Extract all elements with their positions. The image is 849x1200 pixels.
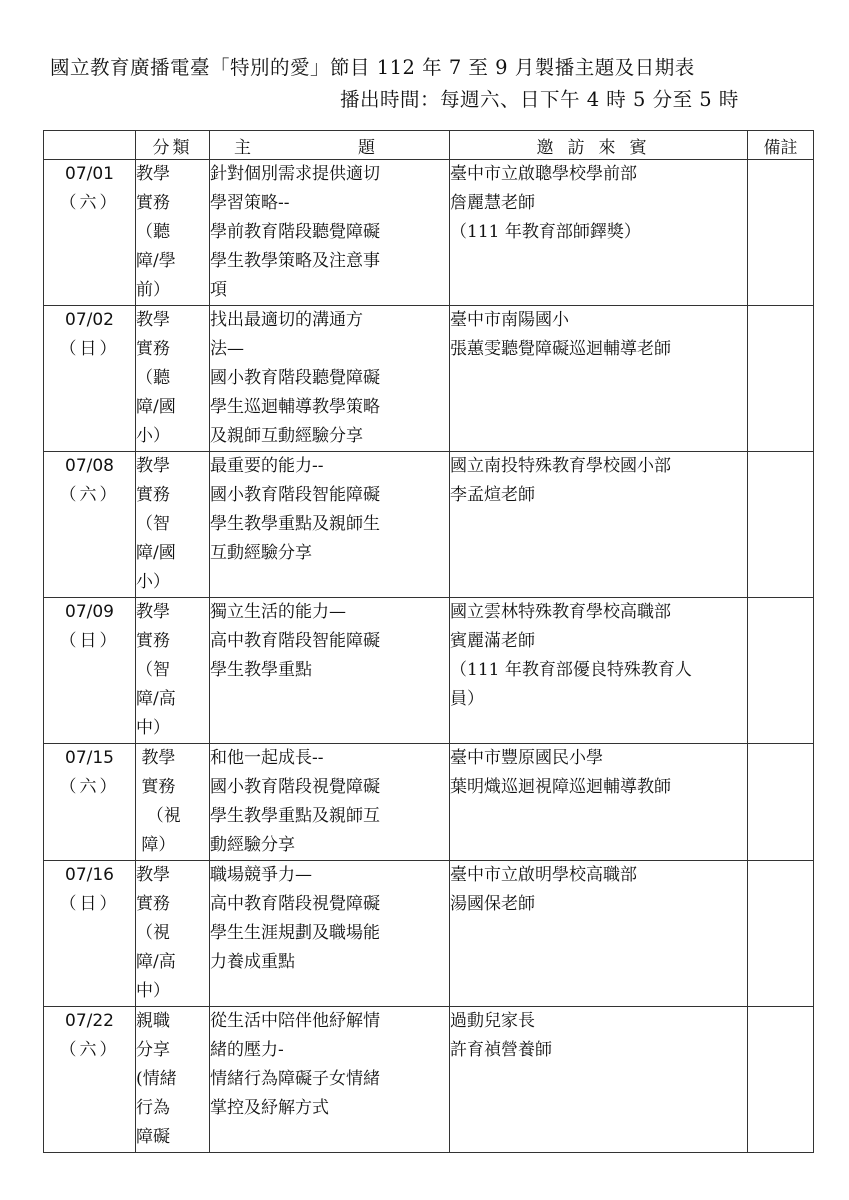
table-row bbox=[44, 452, 814, 598]
topic-line: 學生教學策略及注意事 bbox=[210, 251, 380, 271]
category-line: 障/國 bbox=[136, 397, 176, 417]
topic-cell bbox=[210, 861, 450, 1007]
note-cell bbox=[748, 1007, 814, 1153]
note-cell bbox=[748, 452, 814, 598]
guest-line: 臺中市立啟明學校高職部 bbox=[450, 865, 637, 885]
guest-line: 許育禎營養師 bbox=[450, 1040, 552, 1060]
guest-line: 李孟煊老師 bbox=[450, 485, 535, 505]
topic-line: 項 bbox=[210, 280, 227, 300]
page-title: 國立教育廣播電臺「特別的愛」節目 112 年 7 至 9 月製播主題及日期表 bbox=[50, 56, 695, 79]
date-cell bbox=[44, 861, 136, 1007]
topic-line: 法— bbox=[210, 339, 244, 359]
date-cell bbox=[44, 452, 136, 598]
category-line: 教學 bbox=[136, 865, 170, 885]
topic-line: 及親師互動經驗分享 bbox=[210, 426, 363, 446]
category-cell bbox=[136, 306, 210, 452]
category-line: 小） bbox=[136, 572, 170, 592]
topic-line: 職場競爭力— bbox=[210, 865, 312, 885]
topic-line: 學生巡迴輔導教學策略 bbox=[210, 397, 380, 417]
category-cell bbox=[136, 744, 210, 861]
topic-line: 掌控及紓解方式 bbox=[210, 1098, 329, 1118]
topic-cell bbox=[210, 744, 450, 861]
category-line: 實務 bbox=[136, 894, 170, 914]
date-cell bbox=[44, 306, 136, 452]
category-cell bbox=[136, 861, 210, 1007]
category-line: （智 bbox=[136, 660, 170, 680]
category-line: 中） bbox=[136, 981, 170, 1001]
topic-line: 最重要的能力-- bbox=[210, 456, 324, 476]
category-line: 教學 bbox=[136, 602, 170, 622]
topic-line: 國小教育階段智能障礙 bbox=[210, 485, 380, 505]
topic-line: 學前教育階段聽覺障礙 bbox=[210, 222, 380, 242]
category-line: （聽 bbox=[136, 222, 170, 242]
topic-line: 高中教育階段智能障礙 bbox=[210, 631, 380, 651]
guest-line: （111 年教育部師鐸獎） bbox=[450, 222, 641, 242]
category-cell bbox=[136, 452, 210, 598]
guest-line: 湯國保老師 bbox=[450, 894, 535, 914]
category-line: 障/高 bbox=[136, 689, 176, 709]
date-cell bbox=[44, 160, 136, 306]
date-value: 07/16 bbox=[65, 865, 114, 885]
topic-line: 動經驗分享 bbox=[210, 835, 295, 855]
topic-line: 從生活中陪伴他紓解情 bbox=[210, 1011, 380, 1031]
guest-line: 國立南投特殊教育學校國小部 bbox=[450, 456, 671, 476]
weekday-value: （日） bbox=[59, 339, 120, 359]
category-line: 教學 bbox=[136, 456, 170, 476]
category-line: 實務 bbox=[136, 193, 170, 213]
category-line: 前） bbox=[136, 280, 170, 300]
topic-line: 情緒行為障礙子女情緒 bbox=[210, 1069, 380, 1089]
guest-cell bbox=[450, 1007, 748, 1153]
category-line: 分享 bbox=[136, 1040, 170, 1060]
topic-line: 和他一起成長-- bbox=[210, 748, 324, 768]
note-cell bbox=[748, 160, 814, 306]
date-cell bbox=[44, 598, 136, 744]
guest-cell bbox=[450, 452, 748, 598]
header-category: 分類 bbox=[136, 131, 210, 160]
date-cell bbox=[44, 744, 136, 861]
category-line: 教學 bbox=[136, 310, 170, 330]
table-row bbox=[44, 306, 814, 452]
category-line: 障礙 bbox=[136, 1127, 170, 1147]
category-line: 障） bbox=[136, 835, 176, 855]
guest-line: 張蕙雯聽覺障礙巡迴輔導老師 bbox=[450, 339, 671, 359]
guest-line: 臺中市立啟聰學校學前部 bbox=[450, 164, 637, 184]
category-line: （聽 bbox=[136, 368, 170, 388]
guest-cell bbox=[450, 306, 748, 452]
date-value: 07/02 bbox=[65, 310, 114, 330]
table-row bbox=[44, 861, 814, 1007]
guest-line: 葉明熾巡迴視障巡迴輔導教師 bbox=[450, 777, 671, 797]
schedule-table bbox=[43, 130, 814, 1153]
topic-cell bbox=[210, 1007, 450, 1153]
topic-line: 針對個別需求提供適切 bbox=[210, 164, 380, 184]
guest-cell bbox=[450, 744, 748, 861]
guest-line: 臺中市南陽國小 bbox=[450, 310, 569, 330]
guest-cell bbox=[450, 598, 748, 744]
table-row bbox=[44, 160, 814, 306]
guest-line: 詹麗慧老師 bbox=[450, 193, 535, 213]
topic-cell bbox=[210, 598, 450, 744]
category-line: （智 bbox=[136, 514, 170, 534]
weekday-value: （日） bbox=[59, 631, 120, 651]
category-cell bbox=[136, 598, 210, 744]
category-line: 障/學 bbox=[136, 251, 176, 271]
topic-cell bbox=[210, 306, 450, 452]
note-cell bbox=[748, 861, 814, 1007]
category-line: 小） bbox=[136, 426, 170, 446]
topic-cell bbox=[210, 160, 450, 306]
topic-line: 獨立生活的能力— bbox=[210, 602, 346, 622]
category-line: (情緒 bbox=[136, 1069, 177, 1089]
category-line: 實務 bbox=[136, 777, 176, 797]
guest-cell bbox=[450, 861, 748, 1007]
date-value: 07/15 bbox=[65, 748, 114, 768]
guest-line: 賓麗滿老師 bbox=[450, 631, 535, 651]
note-cell bbox=[748, 744, 814, 861]
category-line: 中） bbox=[136, 718, 170, 738]
category-line: 障/高 bbox=[136, 952, 176, 972]
category-line: 實務 bbox=[136, 631, 170, 651]
category-cell bbox=[136, 160, 210, 306]
topic-line: 學生生涯規劃及職場能 bbox=[210, 923, 380, 943]
topic-line: 找出最適切的溝通方 bbox=[210, 310, 363, 330]
header-topic-right: 題 bbox=[358, 137, 375, 158]
topic-line: 互動經驗分享 bbox=[210, 543, 312, 563]
weekday-value: （日） bbox=[59, 894, 120, 914]
table-row bbox=[44, 598, 814, 744]
date-cell bbox=[44, 1007, 136, 1153]
guest-line: 過動兒家長 bbox=[450, 1011, 535, 1031]
guest-line: 臺中市豐原國民小學 bbox=[450, 748, 603, 768]
weekday-value: （六） bbox=[59, 777, 120, 797]
guest-line: 員） bbox=[450, 689, 484, 709]
weekday-value: （六） bbox=[59, 193, 120, 213]
category-line: （視 bbox=[136, 923, 170, 943]
guest-cell bbox=[450, 160, 748, 306]
topic-line: 國小教育階段聽覺障礙 bbox=[210, 368, 380, 388]
header-date bbox=[44, 131, 136, 160]
topic-line: 力養成重點 bbox=[210, 952, 295, 972]
category-line: 教學 bbox=[136, 164, 170, 184]
broadcast-time: 播出時間：每週六、日下午 4 時 5 分至 5 時 bbox=[340, 88, 739, 111]
table-header-row bbox=[44, 131, 814, 160]
topic-line: 緒的壓力- bbox=[210, 1040, 284, 1060]
guest-line: （111 年教育部優良特殊教育人 bbox=[450, 660, 692, 680]
table-row bbox=[44, 1007, 814, 1153]
table-row bbox=[44, 744, 814, 861]
category-line: （視 bbox=[136, 806, 181, 826]
topic-line: 學生教學重點及親師生 bbox=[210, 514, 380, 534]
category-cell bbox=[136, 1007, 210, 1153]
header-topic-left: 主 bbox=[234, 137, 251, 158]
date-value: 07/22 bbox=[65, 1011, 114, 1031]
header-topic bbox=[210, 131, 450, 160]
weekday-value: （六） bbox=[59, 485, 120, 505]
topic-line: 學習策略-- bbox=[210, 193, 290, 213]
topic-cell bbox=[210, 452, 450, 598]
topic-line: 學生教學重點及親師互 bbox=[210, 806, 380, 826]
topic-line: 國小教育階段視覺障礙 bbox=[210, 777, 380, 797]
guest-line: 國立雲林特殊教育學校高職部 bbox=[450, 602, 671, 622]
category-line: 教學 bbox=[136, 748, 176, 768]
note-cell bbox=[748, 306, 814, 452]
note-cell bbox=[748, 598, 814, 744]
header-guest: 邀訪來賓 bbox=[450, 131, 748, 160]
date-value: 07/08 bbox=[65, 456, 114, 476]
date-value: 07/09 bbox=[65, 602, 114, 622]
category-line: 實務 bbox=[136, 485, 170, 505]
weekday-value: （六） bbox=[59, 1040, 120, 1060]
topic-line: 學生教學重點 bbox=[210, 660, 312, 680]
topic-line: 高中教育階段視覺障礙 bbox=[210, 894, 380, 914]
category-line: 實務 bbox=[136, 339, 170, 359]
date-value: 07/01 bbox=[65, 164, 114, 184]
header-note: 備註 bbox=[748, 131, 814, 160]
category-line: 親職 bbox=[136, 1011, 170, 1031]
category-line: 障/國 bbox=[136, 543, 176, 563]
category-line: 行為 bbox=[136, 1098, 170, 1118]
